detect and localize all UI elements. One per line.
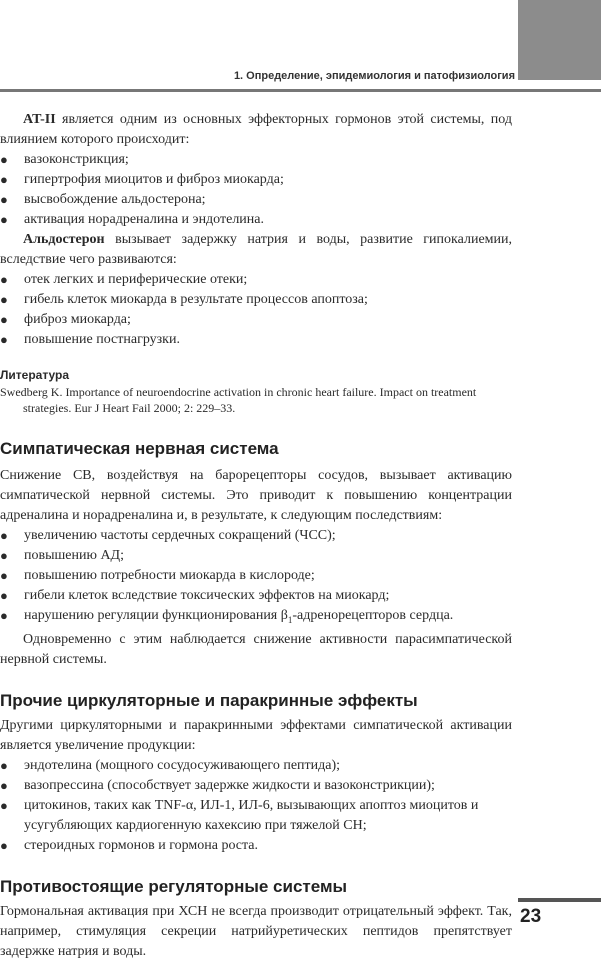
list-item: ● повышению потребности миокарда в кислороде; [0,566,512,586]
bullet-icon: ● [0,757,8,773]
bullet-icon: ● [0,192,8,207]
list-item: ● нарушению регуляции функционирования $\beta_1$-адренорецепторов сердца. [0,608,454,625]
list-item: ● повышению АД; [0,546,512,566]
bullet-icon: ● [0,568,8,583]
section-heading-sympathetic: Симпатическая нервная система [0,439,279,458]
bullet-icon: ● [0,588,8,603]
bullet-icon: ● [0,837,8,853]
literature-heading: Литература [0,368,70,382]
header-rule [0,89,601,92]
section-heading-counter-regulatory: Противостоящие регуляторные системы [0,876,348,896]
circulatory-intro: Другими циркуляторными и паракринными эффектами симпатической активации является увеличение продукции: [0,717,512,753]
literature-reference: Swedberg K. Importance of neuroendocrine activation in chronic heart failure. Impact on treatment strategies. Eur J Heart Fail 2000; 2: 229–33. [0,385,477,415]
page-body [0,110,512,962]
list-item: ● гипертрофия миоцитов и фиброз миокарда; [0,170,512,190]
list-item: ● цитокинов, таких как TNF-α, ИЛ-1, ИЛ-6, вызывающих апоптоз миоцитов и усугубляющих кардиогенную кахексию при тяжелой СН; [0,797,479,833]
counter-regulatory-text: Гормональная активация при ХСН не всегда производит отрицательный эффект. Так, например, стимуляция секреции натрийуретических пептидов препятствует задержке натрия и воды. [0,903,512,959]
at2-intro: является одним из основных эффекторных гормонов этой системы, под влиянием которого происходит: [0,112,512,147]
bullet-icon: ● [0,292,8,307]
bullet-icon: ● [0,312,8,327]
aldosterone-effects-list [0,270,512,350]
list-item: ● увеличению частоты сердечных сокращений (ЧСС); [0,526,512,546]
bullet-icon: ● [0,548,8,563]
list-item: ● стероидных гормонов и гормона роста. [0,836,512,856]
section-heading-circulatory: Прочие циркуляторные и паракринные эффекты [0,690,418,710]
list-item: ● эндотелина (мощного сосудосуживающего пептида); [0,756,512,776]
aldosterone-term: Альдостерон [23,232,105,247]
list-item: ● отек легких и периферические отеки; [0,270,512,290]
bullet-icon: ● [0,608,8,623]
page-number: 23 [520,906,542,927]
list-item: ● вазопрессина (способствует задержке жидкости и вазоконстрикции); [0,776,512,796]
bullet-icon: ● [0,212,8,227]
bullet-icon: ● [0,152,8,167]
sympathetic-intro: Снижение СВ, воздействуя на барорецепторы сосудов, вызывает активацию симпатической нервной системы. Это приводит к повышению концентрации адреналина и норадреналина и, в результате, к следующим последствиям: [0,468,512,523]
at2-paragraph [0,110,512,150]
bullet-icon: ● [0,272,8,287]
bullet-icon: ● [0,332,8,347]
list-item: ● гибель клеток миокарда в результате процессов апоптоза; [0,290,512,310]
corner-thumb-tab [518,0,601,80]
at2-effects-list [0,150,512,230]
bullet-icon: ● [0,172,8,187]
list-item: ● повышение постнагрузки. [0,330,512,350]
footer-rule [518,898,601,902]
aldosterone-intro: вызывает задержку натрия и воды, развитие гипокалиемии, вследствие чего развиваются: [0,232,512,267]
bullet-icon: ● [0,528,8,543]
list-item: ● фиброз миокарда; [0,310,512,330]
running-header: 1. Определение, эпидемиология и патофизиология [233,70,515,82]
aldosterone-paragraph [0,230,512,270]
sympathetic-consequences-list [0,526,512,630]
sympathetic-outro: Одновременно с этим наблюдается снижение активности парасимпатической нервной системы. [0,631,512,667]
bullet-icon: ● [0,777,8,793]
list-item: ● высвобождение альдостерона; [0,190,512,210]
list-item: ● гибели клеток вследствие токсических эффектов на миокард; [0,586,512,606]
bullet-icon: ● [0,797,8,813]
list-item: ● активация норадреналина и эндотелина. [0,210,512,230]
list-item: ● вазоконстрикция; [0,150,512,170]
at2-term: AT-II [23,112,56,127]
circulatory-products-list [0,756,512,856]
